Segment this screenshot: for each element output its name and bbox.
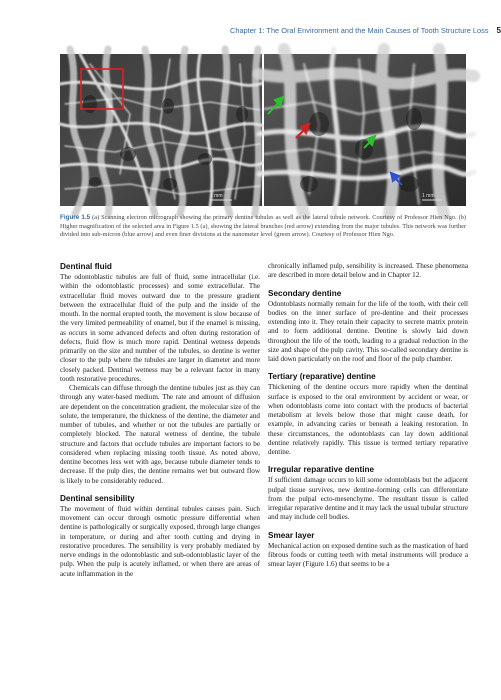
figure-caption [60,214,466,240]
micrograph-b [264,54,466,206]
running-header [230,26,501,35]
page-number: 5 [496,26,501,35]
paragraph: Thickening of the dentine occurs more rapidly when the dentinal surface is exposed to the oral environment by accident or wear, or when odontoblasts come into contact with the products of bacterial metabolism at levels below those that might cause death, for example, in advancing caries or beneath a leaking restoration. In these circumstances, the odontoblasts can lay down additional dentine relatively rapidly. This tissue is termed tertiary reparative dentine. [268,383,468,456]
paragraph: The odontoblastic tubules are full of fluid, some intracellular (i.e. within the odontoblastic processes) and some extracellular. The extracellular fluid moves outward due to the pressure gradient between the extracellular fluid of the pulp and the inside of the mouth. In the normal erupted tooth, the movement is slow because of the very limited permeability of enamel, but if the enamel is missing, as occurs in some advanced defects and often during restoration of defects, fluid flow is much more rapid. Dentinal wetness depends primarily on the size and number of the tubules, so dentine is wetter closer to the pulp where the tubules are larger in diameter and more closely packed. Dentinal wetness may be a relevant factor in many tooth restorative procedures. [60,273,260,383]
section-dentinal-sensibility [60,494,260,579]
section-continuation [268,262,468,281]
figure-label: Figure 1.5 [60,214,91,221]
section-heading: Tertiary (reparative) dentine [268,372,376,382]
paragraph: If sufficient damage occurs to kill some odontoblasts but the adjacent pulpal tissue survives, new dentine-forming cells can differentiate from the pulpal ecto-mesenchyme. The resultant tissue is called irregular reparative dentine and it may lack the usual tubular structure and may include cell bodies. [268,476,468,522]
section-heading: Irregular reparative dentine [268,465,375,475]
left-column [60,262,260,579]
section-irregular-reparative-dentine [268,465,468,522]
paragraph: Odontoblasts normally remain for the life of the tooth, with their cell bodies on the inner surface of pre-dentine and their processes extending into it. They retain their capacity to secrete matrix protein and to form additional dentine. Dentine is slowly laid down throughout the life of the tooth, leading to a gradual reduction in the size and shape of the pulp cavity. This so-called secondary dentine is laid down particularly on the roof and floor of the pulp chamber. [268,299,468,363]
section-secondary-dentine [268,289,468,365]
chapter-title: Chapter 1: The Oral Environment and the Main Causes of Tooth Structure Loss [230,26,489,35]
section-heading: Secondary dentine [268,288,342,298]
paragraph: chronically inflamed pulp, sensibility is increased. These phenomena are described in more detail below and in Chapter 12. [268,262,468,280]
scale-label-b: 1 mm [422,193,435,199]
micrograph-a [60,54,262,206]
section-heading: Dentinal fluid [60,262,112,271]
paragraph: Chemicals can diffuse through the dentine tubules just as they can through any water-based medium. The rate and amount of diffusion are dependent on the concentration gradient, the molecular size of the solute, the temperature, the thickness of the dentine, the diameter and number of tubules, and whether or not the tubules are partially or completely blocked. The natural wetness of dentine, the tubule structure and factors that occlude tubules are important factors to be considered when replacing missing tooth tissue. As noted above, dentine becomes less wet with age, because tubule diameter tends to decrease. If the pulp dies, the dentine remains wet but outward flow is likely to be considerably reduced. [60,384,260,485]
section-dentinal-fluid [60,262,260,486]
section-heading: Dentinal sensibility [60,493,135,503]
section-heading: Smear layer [268,530,315,540]
right-column [268,262,468,569]
paragraph: Mechanical action on exposed dentine such as the mastication of hard fibrous foods or cutting teeth with metal instruments will produce a smear layer (Figure 1.6) that seems to be a [268,541,468,568]
section-tertiary-dentine [268,372,468,457]
scale-label-a: 1 mm [210,193,223,199]
figure-caption-text: (a) Scanning electron micrograph showing the primary dentine tubules as well as the lateral tubule network. Courtesy of Professor Hien Ngo. (b) Higher magnification of the selected area in Figure 1.5 (a), showing the lateral branches (red arrow) extending from the major tubules. This network was further divided into sub-micron (blue arrow) and even finer divisions at the nanometer level (green arrow). Courtesy of Professor Hien Ngo. [60,214,466,239]
section-smear-layer [268,531,468,570]
paragraph: The movement of fluid within dentinal tubules causes pain. Such movement can occur through osmotic pressure differential when dentine is pathologically or surgically exposed, through large changes in temperature, or during and after tooth cutting and drying in restorative procedures. The sensibility is very probably mediated by nerve endings in the odontoblastic and sub-odontoblastic layer of the pulp. When the pulp is acutely inflamed, or when there are areas of acute inflammation in the [60,504,260,578]
